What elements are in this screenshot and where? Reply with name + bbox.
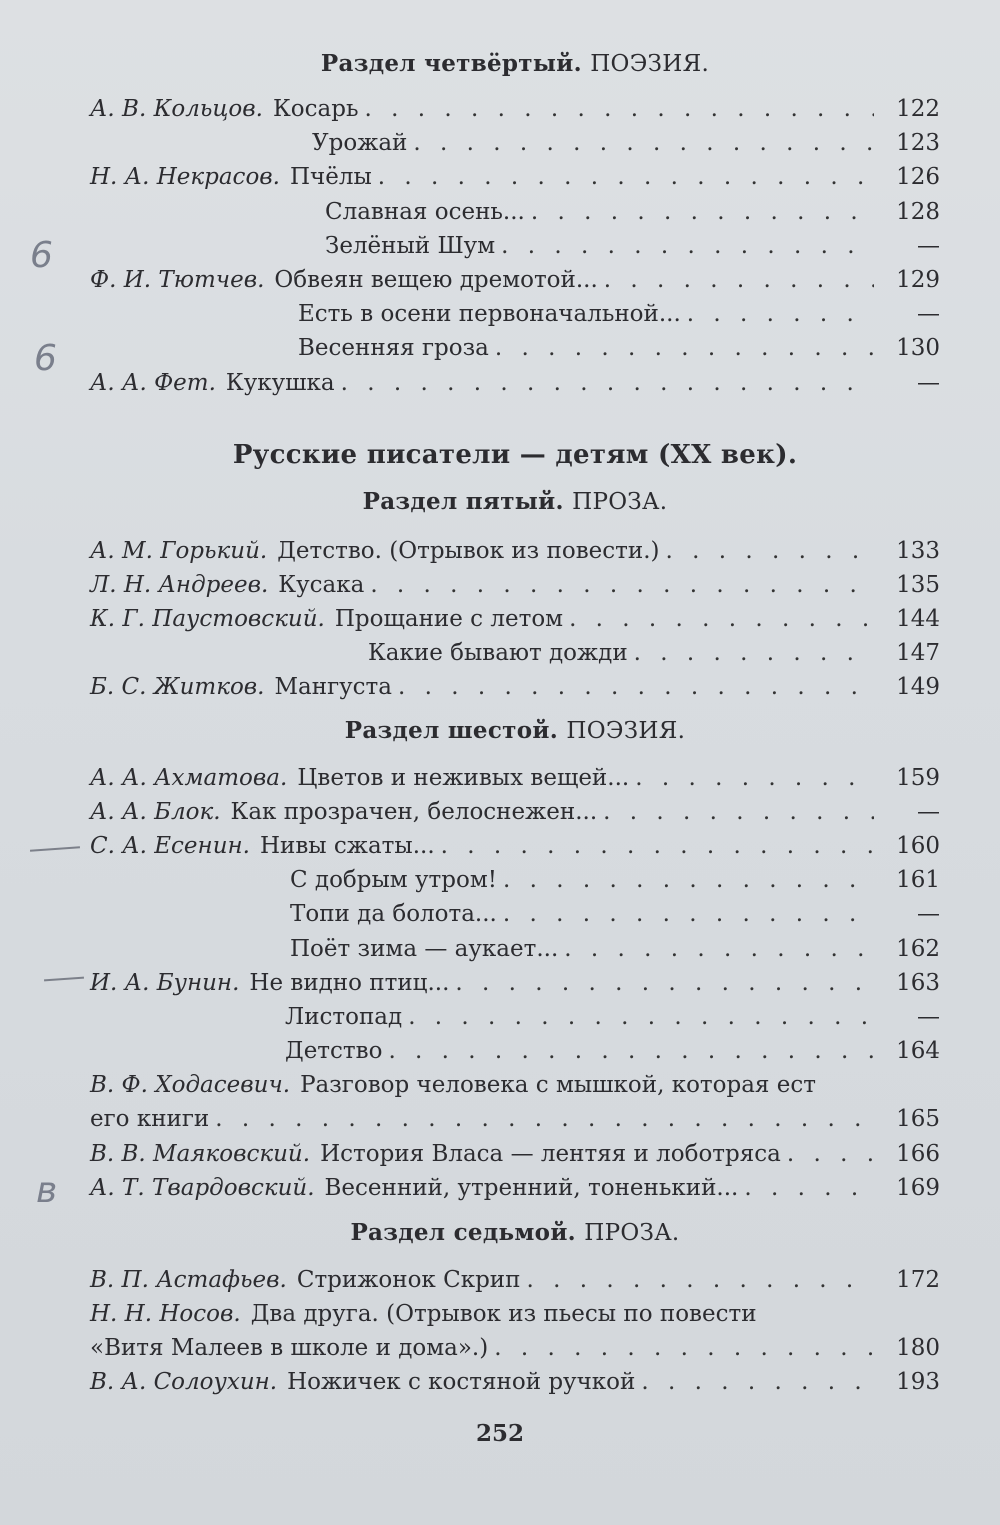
toc-author: К. Г. Паустовский.: [90, 606, 325, 633]
leader-dots: [634, 636, 874, 670]
toc-title: Славная осень...: [325, 198, 525, 225]
toc-author: А. В. Кольцов.: [90, 96, 263, 122]
toc-entry: [90, 331, 940, 365]
toc-page-number: 129: [896, 266, 940, 293]
toc-title: Весенняя гроза: [298, 335, 489, 362]
toc-title: Весенний, утренний, тоненький...: [324, 1174, 739, 1201]
toc-title: «Витя Малеев в школе и дома».): [90, 1335, 489, 1362]
toc-title: Не видно птиц...: [249, 969, 450, 996]
toc-entry: [90, 366, 940, 400]
pencil-mark: 6: [30, 235, 53, 276]
toc-entry: [90, 1034, 940, 1068]
toc-author: А. А. Ахматова.: [90, 764, 288, 791]
toc-page-number: 164: [896, 1038, 940, 1065]
toc-page-number: 147: [896, 640, 940, 667]
toc-page-number: 180: [896, 1335, 940, 1362]
toc-entry: [90, 795, 940, 829]
leader-dots: [603, 795, 874, 829]
pencil-dash: [44, 977, 84, 982]
toc-page-number: 165: [896, 1106, 940, 1133]
section-7-heading: [90, 1219, 940, 1259]
leader-dots: [564, 932, 874, 966]
toc-entry: [90, 863, 940, 897]
section-4-genre: ПОЭЗИЯ.: [590, 51, 710, 77]
toc-page-number: 193: [896, 1369, 940, 1396]
toc-entry: [90, 263, 940, 297]
leader-dots: [744, 1171, 874, 1205]
toc-entry: [90, 670, 940, 704]
leader-dots: [408, 1000, 874, 1034]
leader-dots: [526, 1263, 874, 1297]
toc-page-number: —: [917, 232, 940, 259]
toc-title: Топи да болота...: [290, 901, 497, 928]
toc-entry-astafiev: [90, 1263, 940, 1297]
leader-dots: [455, 966, 874, 1000]
leader-dots: [441, 829, 874, 863]
toc-entry: [90, 1171, 940, 1205]
toc-title: Как прозрачен, белоснежен...: [230, 798, 598, 825]
section-6-list: [90, 761, 940, 1069]
toc-entry: [90, 602, 940, 636]
toc-page-number: 133: [896, 537, 940, 564]
toc-title: Нивы сжаты...: [259, 833, 435, 859]
toc-entry: [90, 1000, 940, 1034]
toc-entry: [90, 568, 940, 602]
leader-dots: [787, 1137, 874, 1171]
toc-entry: [90, 1137, 940, 1171]
toc-page-number: 149: [896, 674, 940, 701]
toc-title: Косарь: [272, 96, 359, 122]
toc-title: Зелёный Шум: [325, 232, 496, 259]
page-number: 252: [475, 1420, 524, 1447]
toc-entry: [90, 160, 940, 194]
leader-dots: [378, 160, 874, 194]
leader-dots: [665, 534, 874, 568]
leader-dots: [370, 568, 874, 602]
section-6-list-continued: [90, 1137, 940, 1205]
section-5-genre: ПРОЗА.: [572, 488, 668, 515]
toc-author: Л. Н. Андреев.: [90, 571, 269, 598]
toc-title: Разговор человека с мышкой, которая ест: [300, 1072, 816, 1099]
pencil-mark: в: [36, 1170, 58, 1211]
table-of-contents: [90, 50, 940, 1399]
toc-page-number: 122: [896, 96, 940, 122]
toc-title: Ножичек с костяной ручкой: [287, 1369, 636, 1396]
toc-title: С добрым утром!: [290, 867, 497, 894]
leader-dots: [635, 761, 874, 795]
toc-author: С. А. Есенин.: [90, 833, 250, 859]
toc-page-number: 162: [896, 935, 940, 962]
toc-entry: [90, 92, 940, 126]
pencil-mark: 6: [34, 338, 57, 379]
leader-dots: [215, 1102, 874, 1136]
toc-author: В. В. Маяковский.: [90, 1140, 311, 1167]
toc-author: В. А. Солоухин.: [90, 1369, 278, 1396]
toc-author: А. М. Горький.: [90, 537, 268, 564]
leader-dots: [494, 1331, 874, 1365]
toc-entry: [90, 229, 940, 263]
toc-page-number: —: [917, 301, 940, 328]
leader-dots: [364, 92, 874, 126]
toc-entry: [90, 534, 940, 568]
toc-entry-khodasevich: [90, 1068, 940, 1136]
toc-page-number: —: [917, 798, 940, 825]
toc-entry: [90, 932, 940, 966]
toc-page-number: 166: [896, 1140, 940, 1167]
toc-author: А. А. Блок.: [90, 798, 221, 825]
toc-author: А. Т. Твардовский.: [90, 1174, 315, 1201]
leader-dots: [604, 263, 874, 297]
toc-entry: [90, 829, 940, 863]
leader-dots: [413, 126, 874, 160]
toc-page-number: 144: [896, 606, 940, 633]
section-6-heading: [90, 717, 940, 757]
leader-dots: [501, 229, 874, 263]
toc-entry-line: [90, 1102, 940, 1136]
toc-page-number: —: [917, 1003, 940, 1030]
toc-title: Кукушка: [225, 369, 335, 396]
leader-dots: [503, 863, 874, 897]
toc-entry-nosov: [90, 1297, 940, 1365]
toc-author: И. А. Бунин.: [90, 969, 240, 996]
toc-title: Есть в осени первоначальной...: [298, 301, 681, 328]
toc-title: Пчёлы: [290, 164, 372, 191]
toc-title: Прощание с летом: [334, 606, 564, 633]
section-4-heading: [90, 50, 940, 90]
toc-page-number: —: [917, 901, 940, 928]
toc-entry-line: [90, 1297, 940, 1331]
toc-entry: [90, 761, 940, 795]
toc-page-number: 160: [896, 833, 940, 859]
toc-author: Н. А. Некрасов.: [90, 164, 280, 191]
toc-title: Стрижонок Скрип: [296, 1266, 521, 1293]
toc-entry-line: [90, 1331, 940, 1365]
section-4-title: Раздел четвёртый.: [320, 50, 582, 77]
pencil-dash: [30, 846, 80, 851]
toc-entry: [90, 966, 940, 1000]
toc-entry-line: [90, 1068, 940, 1102]
toc-page-number: 128: [896, 198, 940, 225]
section-6-title: Раздел шестой.: [344, 716, 559, 744]
leader-dots: [569, 602, 874, 636]
leader-dots: [531, 195, 874, 229]
toc-entry: [90, 195, 940, 229]
toc-page-number: 126: [896, 164, 940, 191]
leader-dots: [388, 1034, 874, 1068]
section-7-genre: ПРОЗА.: [584, 1219, 680, 1246]
toc-title: Два друга. (Отрывок из пьесы по повести: [250, 1301, 757, 1328]
toc-title: Мангуста: [274, 674, 392, 701]
toc-entry: [90, 297, 940, 331]
leader-dots: [341, 366, 874, 400]
toc-page-number: 161: [896, 867, 940, 894]
toc-author: А. А. Фет.: [90, 369, 216, 396]
leader-dots: [398, 670, 874, 704]
section-6-genre: ПОЭЗИЯ.: [566, 717, 686, 744]
toc-title: Цветов и неживых вещей...: [297, 764, 630, 791]
toc-entry-soloukhin: [90, 1365, 940, 1399]
leader-dots: [641, 1365, 874, 1399]
toc-title: Детство. (Отрывок из повести.): [277, 537, 660, 564]
toc-title: Поёт зима — аукает...: [290, 935, 559, 962]
toc-page-number: 130: [896, 335, 940, 362]
toc-author: В. Ф. Ходасевич.: [90, 1072, 291, 1099]
toc-author: Б. С. Житков.: [90, 674, 265, 701]
toc-page-number: 169: [896, 1174, 940, 1201]
toc-page-number: 163: [896, 969, 940, 996]
leader-dots: [495, 331, 874, 365]
toc-entry: [90, 636, 940, 670]
toc-author: Н. Н. Носов.: [90, 1301, 241, 1328]
toc-title: Урожай: [312, 130, 408, 157]
toc-page-number: 123: [896, 130, 940, 157]
toc-entry: [90, 126, 940, 160]
toc-title: Детство: [285, 1038, 383, 1065]
toc-title: его книги: [90, 1106, 210, 1133]
toc-title: История Власа — лентяя и лоботряса: [320, 1140, 781, 1167]
toc-page-number: 172: [896, 1266, 940, 1293]
toc-page-number: —: [917, 369, 940, 396]
toc-author: В. П. Астафьев.: [90, 1266, 287, 1293]
section-7-title: Раздел седьмой.: [350, 1218, 576, 1246]
toc-title: Какие бывают дожди: [368, 640, 628, 667]
part-heading: Русские писатели — детям (XX век).: [232, 439, 798, 470]
toc-author: Ф. И. Тютчев.: [90, 266, 265, 293]
toc-title: Обвеян вещею дремотой...: [274, 266, 598, 293]
section-5-title: Раздел пятый.: [362, 487, 564, 515]
section-5-list: [90, 534, 940, 705]
toc-title: Кусака: [278, 571, 365, 598]
toc-title: Листопад: [285, 1003, 403, 1030]
leader-dots: [687, 297, 874, 331]
section-4-list: [90, 92, 940, 400]
leader-dots: [503, 897, 874, 931]
section-5-heading: [90, 488, 940, 528]
toc-page-number: 159: [896, 764, 940, 791]
toc-entry: [90, 897, 940, 931]
toc-page-number: 135: [896, 571, 940, 598]
